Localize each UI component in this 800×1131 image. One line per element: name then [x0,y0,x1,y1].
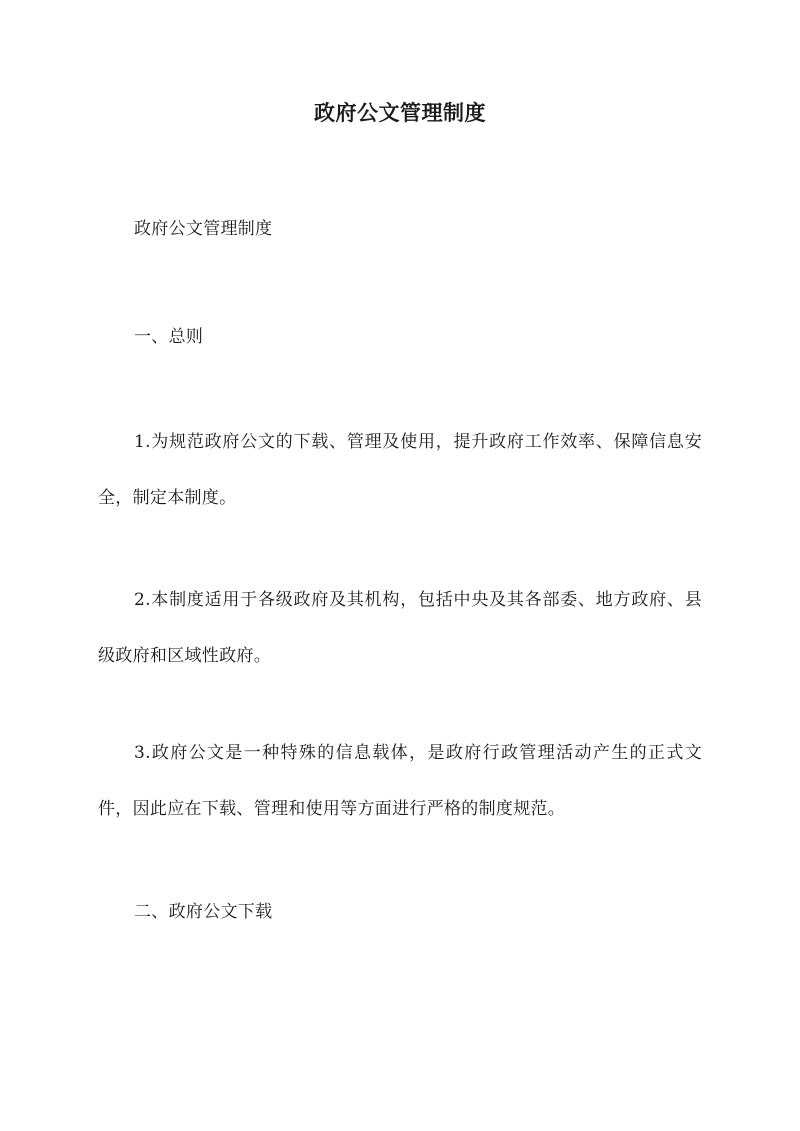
section-heading-general: 一、总则 [134,327,204,347]
paragraph-3: 3.政府公文是一种特殊的信息载体，是政府行政管理活动产生的正式文件，因此应在下载、管理和使用等方面进行严格的制度规范。 [98,743,702,819]
document-title: 政府公文管理制度 [314,100,486,125]
document-subtitle: 政府公文管理制度 [134,219,273,239]
paragraph-2: 2.本制度适用于各级政府及其机构，包括中央及其各部委、地方政府、县级政府和区域性政府。 [98,590,702,666]
paragraph-1: 1.为规范政府公文的下载、管理及使用，提升政府工作效率、保障信息安全，制定本制度。 [98,432,702,508]
section-heading-download: 二、政府公文下载 [134,902,273,922]
